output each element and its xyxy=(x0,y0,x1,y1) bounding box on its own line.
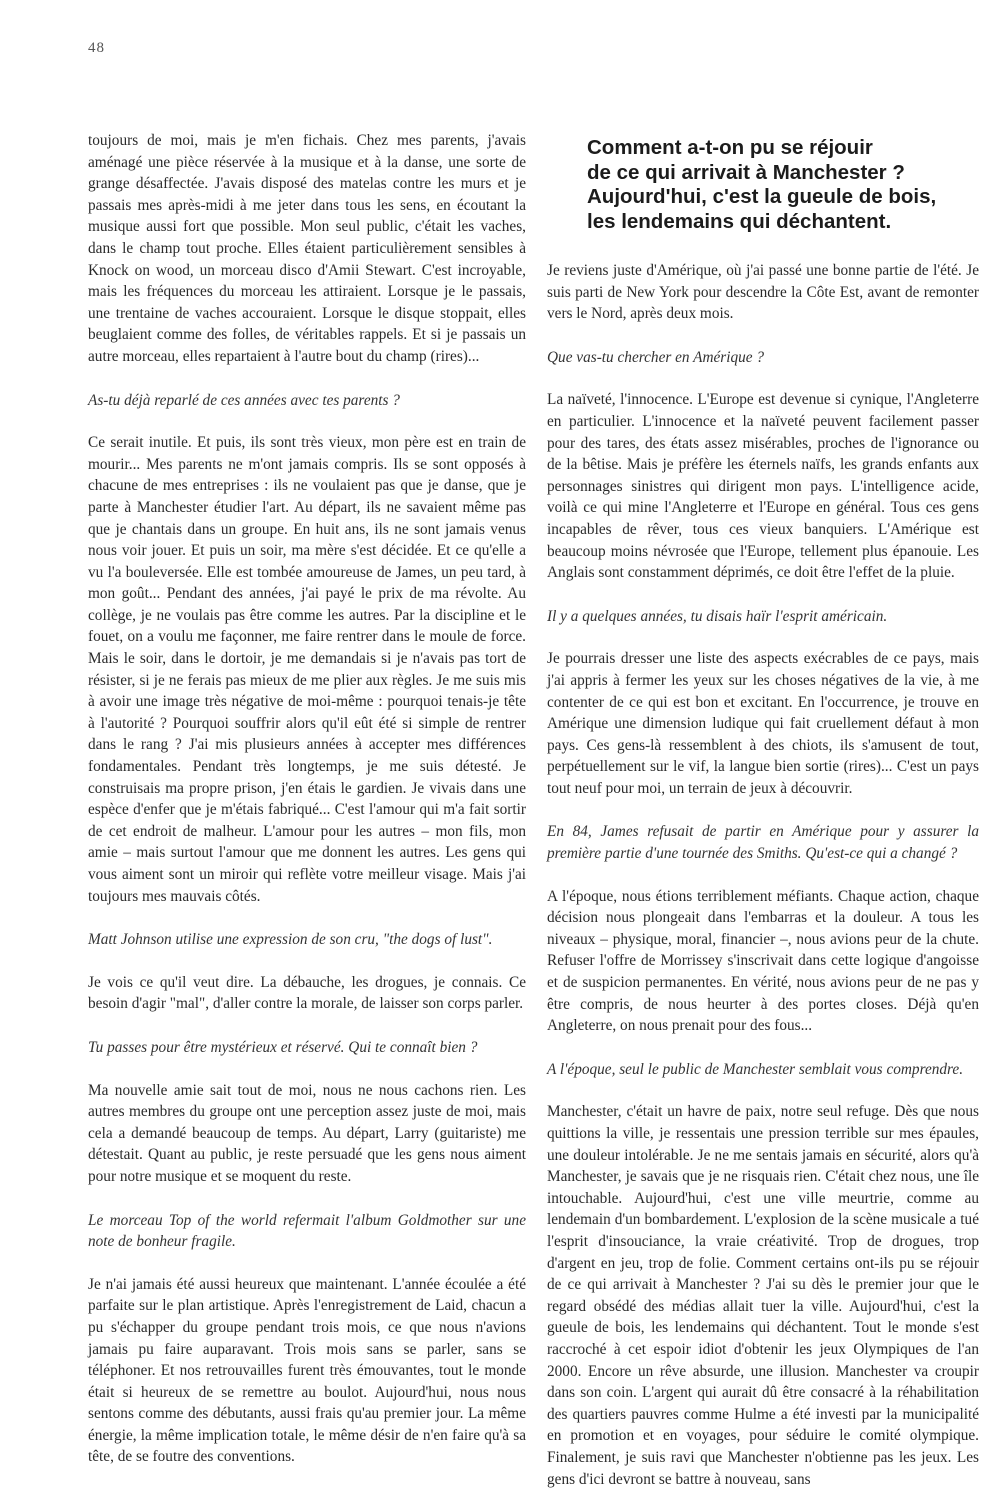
answer-paragraph: Je pourrais dresser une liste des aspects exécrables de ce pays, mais j'ai appris à fermer les yeux sur les choses négatives de la vie, à me contenter de ce qui est bon et excitant. En l'occurrence, je trouve en Amérique une dimension ludique qui fait cruellement défaut à mon pays. Ces gens-là ressemblent à des chiots, ils s'amusent de tout, perpétuellement sur le vif, la langue bien sortie (rires)... C'est un pays tout neuf pour moi, un terrain de jeux à découvrir. xyxy=(547,650,979,797)
question: Le morceau Top of the world refermait l'album Goldmother sur une note de bonheur fragile. xyxy=(88,1211,526,1251)
answer-paragraph: Je reviens juste d'Amérique, où j'ai passé une bonne partie de l'été. Je suis parti de New York pour descendre la Côte Est, avant de remonter vers le Nord, après deux mois. xyxy=(547,262,979,323)
pull-quote xyxy=(587,136,979,234)
pull-quote-line: Comment a-t-on pu se réjouir xyxy=(587,136,873,159)
question: Tu passes pour être mystérieux et réservé. Qui te connaît bien ? xyxy=(88,1038,478,1056)
question: Il y a quelques années, tu disais haïr l'esprit américain. xyxy=(547,607,888,625)
answer-paragraph: Manchester, c'était un havre de paix, notre seul refuge. Dès que nous quittions la ville, je ressentais une pression terrible sur mes épaules, une douleur intolérable. Je ne me sentais jamais en sécurité, alors qu'à Manchester, je savais que je ne risquais rien. C'était chez nous, une île intouchable. Aujourd'hui, c'est une ville meurtrie, comme au lendemain d'un bombardement. L'explosion de la scène musicale a tué l'esprit d'insouciance, la vraie créativité. Trop de drogues, trop d'argent en jeu, trop de folie. Comment certains ont-ils pu se réjouir de ce qui arrivait à Manchester ? J'ai su dès le premier jour que le regard obsédé des médias allait tuer la ville. Aujourd'hui, c'est la gueule de bois, les lendemains qui déchantent. Tout le monde s'est raccroché à cet espoir idiot d'obtenir les jeux Olympiques de l'an 2000. Encore un rêve absurde, une illusion. Manchester va croupir dans son coin. L'argent qui aurait dû être consacré à la réhabilitation des quartiers pauvres comme Hulme a été investi par la municipalité en promotion et en voyages, pour séduire le comité olympique. Finalement, je suis ravi que Manchester n'obtienne pas les jeux. Les gens d'ici devront se battre à nouveau, sans xyxy=(547,1103,979,1488)
question: En 84, James refusait de partir en Amérique pour y assurer la première partie d'une tournée des Smiths. Qu'est-ce qui a changé ? xyxy=(547,823,979,863)
pull-quote-line: les lendemains qui déchantent. xyxy=(587,209,892,233)
left-column xyxy=(88,130,526,1490)
pull-quote-line: Aujourd'hui, c'est la gueule de bois, xyxy=(587,185,937,208)
answer-paragraph: Je n'ai jamais été aussi heureux que maintenant. L'année écoulée a été parfaite sur le plan artistique. Après l'enregistrement de Laid, chacun a pu s'échapper du groupe pendant trois mois, ce que nous n'avions jamais pu faire auparavant. Trois mois sans se parler, sans se téléphoner. Et nos retrouvailles furent très émouvantes, tout le monde était si heureux de se remettre au boulot. Aujourd'hui, nous nous sentons comme des débutants, aussi frais qu'au premier jour. La même énergie, la même implication totale, le même désir de n'en faire qu'à sa tête, de se foutre des conventions. xyxy=(88,1275,526,1466)
right-column xyxy=(547,130,979,1512)
answer-paragraph: toujours de moi, mais je m'en fichais. Chez mes parents, j'avais aménagé une pièce réservée à la musique et à la danse, une sorte de grange désaffectée. J'avais disposé des matelas contre les murs et je passais mes après-midi à me jeter dans tous les sens, en écoutant la musique aussi fort que possible. Mon seul public, c'était les vaches, dans le champ tout proche. Elles étaient particulièrement sensibles à Knock on wood, un morceau disco d'Amii Stewart. C'est incroyable, mais les fréquences du morceau les attiraient. Lorsque je le passais, une trentaine de vaches accouraient. Lorsque le disque stoppait, elles beuglaient comme des folles, de véritables rappels. Et si je passais un autre morceau, elles repartaient à l'autre bout du champ (rires)... xyxy=(88,132,526,365)
answer-paragraph: Ma nouvelle amie sait tout de moi, nous ne nous cachons rien. Les autres membres du groupe ont une perception assez juste de moi, mais cela a demandé beaucoup de temps. Au départ, Larry (guitariste) me détestait. Quant au public, je reste persuadé que les gens nous aiment pour notre musique et se moquent du reste. xyxy=(88,1081,526,1185)
answer-paragraph: Ce serait inutile. Et puis, ils sont très vieux, mon père est en train de mourir... Mes parents ne m'ont jamais compris. Ils se sont opposés à chacune de mes entreprises : ils ne voulaient pas que je danse, que je parte à Manchester étudier l'art. Au départ, ils ne savaient même pas que je chantais dans un groupe. En huit ans, ils ne sont jamais venus nous voir jouer. Et puis un soir, ma mère s'est décidée. Et ce qu'elle a vu l'a bouleversée. Elle est tombée amoureuse de James, un peu tard, à mon goût... Pendant des années, j'ai payé le prix de ma révolte. Au collège, je ne voulais pas être comme les autres. Par la discipline et le fouet, on a voulu me façonner, me faire rentrer dans le moule de force. Mais le soir, dans le dortoir, je me demandais si je n'avais pas tort de résister, si je ne ferais pas mieux de me plier aux règles. Je me suis mis à avoir une image très négative de moi-même : pourquoi tenais-je tête à l'autorité ? Pourquoi souffrir alors qu'il eût été si simple de rentrer dans le rang ? J'ai mis plusieurs années à accepter mes différences fondamentales. Pendant très longtemps, je me suis détesté. Je construisais ma propre prison, j'en étais le gardien. Je vivais dans une espèce d'enfer que je m'étais fabriqué... C'est l'amour qui m'a fait sortir de cet endroit de malheur. L'amour pour les autres – mon fils, mon amie – mais surtout l'amour que me donnent les autres. Les gens qui vous aiment sont un miroir qui reflète votre meilleur visage. Mais j'ai toujours mes mauvais côtés. xyxy=(88,434,526,905)
answer-paragraph: A l'époque, nous étions terriblement méfiants. Chaque action, chaque décision nous plongeait dans l'embarras et la douleur. A tous les niveaux – physique, moral, financier –, nous avions peur de la chute. Refuser l'offre de Morrissey s'inscrivait dans cette logique d'angoisse et de suspicion permanentes. En vérité, nous avions peur de ne pas y être compris, de nous heurter à des portes closes. Déjà qu'en Angleterre, on nous prenait pour des fous... xyxy=(547,887,979,1035)
page-number: 48 xyxy=(88,40,105,56)
answer-paragraph: Je vois ce qu'il veut dire. La débauche, les drogues, je connais. Ce besoin d'agir "mal", d'aller contre la morale, de laisser son corps parler. xyxy=(88,973,526,1013)
answer-paragraph: La naïveté, l'innocence. L'Europe est devenue si cynique, l'Angleterre en particulier. L'innocence et la naïveté peuvent facilement passer pour des tares, des états assez misérables, proches de l'ignorance ou de la bêtise. Mais je préfère les éternels naïfs, les grands enfants aux personnages sinistres qui dirigent mon pays. L'intelligence acide, voilà ce qui mine l'Angleterre et l'Europe en général. Tous ces gens incapables de rêver, tous ces vieux banquiers. L'Amérique est beaucoup moins névrosée que l'Europe, tellement plus épanouie. Les Anglais sont constamment déprimés, ce doit être l'effet de la pluie. xyxy=(547,391,979,582)
pull-quote-line: de ce qui arrivait à Manchester ? xyxy=(587,160,905,184)
question: As-tu déjà reparlé de ces années avec tes parents ? xyxy=(88,391,400,409)
question: Que vas-tu chercher en Amérique ? xyxy=(547,348,765,366)
question: Matt Johnson utilise une expression de son cru, "the dogs of lust". xyxy=(88,931,493,949)
question: A l'époque, seul le public de Manchester semblait vous comprendre. xyxy=(547,1060,964,1078)
